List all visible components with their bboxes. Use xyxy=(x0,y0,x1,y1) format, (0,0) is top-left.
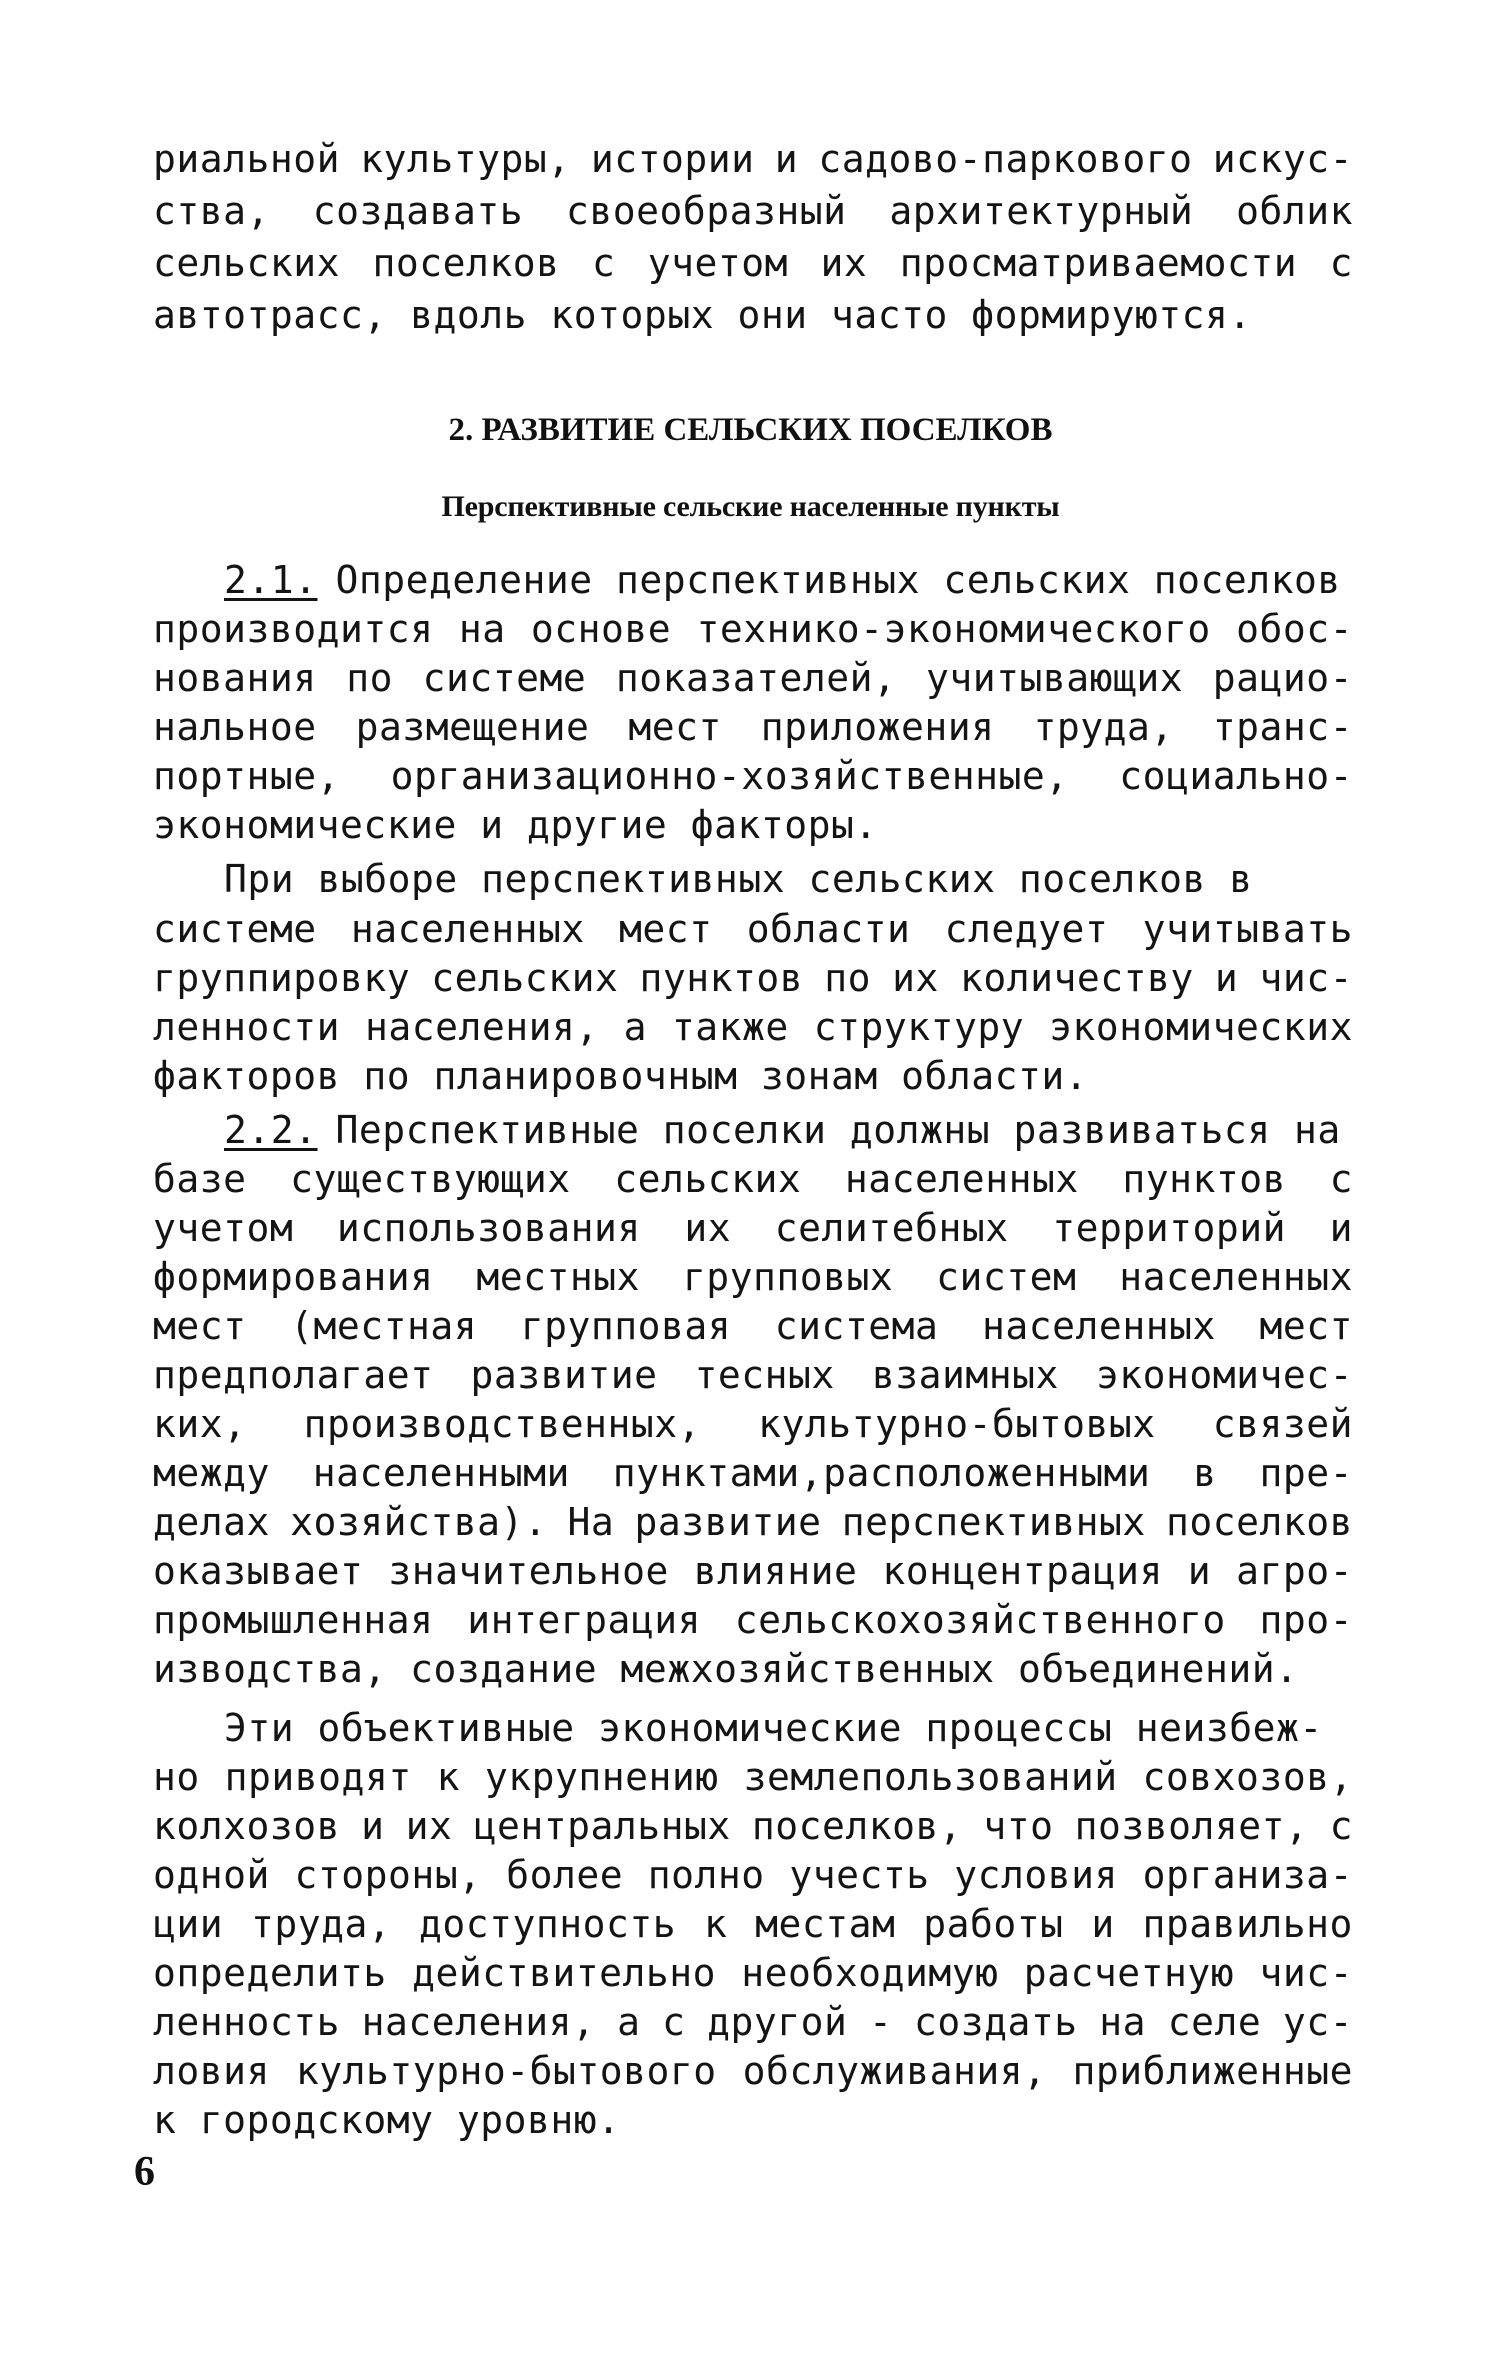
word: к xyxy=(703,1902,728,1946)
word: группировку xyxy=(153,956,411,1000)
word: и xyxy=(1187,1549,1212,1593)
word: между xyxy=(153,1451,270,1495)
word: использования xyxy=(336,1206,641,1250)
word: поселков xyxy=(1165,1500,1353,1544)
word: мест xyxy=(618,907,713,951)
word: приводят xyxy=(224,1755,412,1799)
word: чис- xyxy=(1259,1951,1353,1995)
word: перспективных xyxy=(841,1500,1146,1544)
text-line xyxy=(153,1401,1353,1447)
word: производится xyxy=(153,607,434,651)
word: более xyxy=(506,1853,624,1897)
word: поселков xyxy=(372,241,560,285)
word: пре- xyxy=(1259,1451,1353,1495)
word: населенных xyxy=(982,1304,1216,1348)
word: учитывающих xyxy=(925,656,1184,700)
text-line xyxy=(153,1950,1353,1996)
word: их xyxy=(820,241,868,285)
word: населения, xyxy=(361,2000,596,2044)
word: поселков, xyxy=(751,1804,963,1848)
word: труда, xyxy=(1033,705,1174,749)
word: и xyxy=(1214,956,1239,1000)
word: мест xyxy=(1259,1304,1353,1348)
word: просматриваемости xyxy=(899,241,1298,285)
word: стороны, xyxy=(294,1853,482,1897)
word: труда, xyxy=(250,1902,392,1946)
word: своеобразный xyxy=(565,189,847,233)
word: про- xyxy=(1259,1598,1353,1642)
word: рацио- xyxy=(1212,656,1353,700)
word: ленность xyxy=(153,2000,341,2044)
word: системе xyxy=(153,907,317,951)
word: чис- xyxy=(1259,956,1353,1000)
word: учитывать xyxy=(1142,907,1353,951)
word: организа- xyxy=(1142,1853,1353,1897)
word: области xyxy=(746,907,911,951)
text-line xyxy=(153,1004,1353,1050)
word: населенными xyxy=(312,1451,570,1495)
word: предполагает xyxy=(153,1353,434,1397)
word: групповых xyxy=(682,1255,894,1299)
word: их xyxy=(405,1804,453,1848)
word: но xyxy=(153,1755,200,1799)
word: производственных, xyxy=(303,1402,702,1446)
text-line xyxy=(153,1352,1353,1398)
word: архитектурный xyxy=(889,189,1194,233)
page-number: 6 xyxy=(134,2149,155,2195)
word: существующих xyxy=(290,1157,571,1201)
text-line: изводства, создание межхозяйственных объединений. xyxy=(153,1647,1299,1691)
text-line: Определение перспективных сельских поселков xyxy=(335,558,1341,602)
word: мест xyxy=(153,1304,247,1348)
text-line xyxy=(153,1597,1353,1643)
subsection-heading: Перспективные сельские населенные пункты xyxy=(441,490,1060,523)
word: их xyxy=(684,1206,732,1250)
word: а xyxy=(617,2000,641,2044)
word: приложения xyxy=(760,705,995,749)
word: концентрация xyxy=(882,1549,1163,1593)
word: социально- xyxy=(1119,754,1353,798)
word: обслуживания, xyxy=(742,2049,1047,2093)
word: показателей, xyxy=(615,656,897,700)
word: хозяйства). xyxy=(290,1500,548,1544)
word: землепользований xyxy=(743,1755,1118,1799)
word: действительно xyxy=(412,1951,716,1995)
paragraph-2-1-first-line xyxy=(224,557,1353,603)
text-line xyxy=(153,188,1353,234)
word: нальное xyxy=(153,705,317,749)
word: что xyxy=(983,1804,1054,1848)
word: следует xyxy=(944,907,1109,951)
word: на xyxy=(458,607,506,651)
text-line xyxy=(153,1852,1353,1898)
word: селе xyxy=(1167,2000,1262,2044)
word: взаимных xyxy=(871,1353,1059,1397)
text-line xyxy=(153,1156,1353,1202)
word: групповая xyxy=(520,1304,732,1348)
text-line: При выборе перспективных сельских поселков в xyxy=(224,857,1253,901)
word: систем xyxy=(936,1255,1077,1299)
text-line xyxy=(153,1303,1353,1349)
word: пунктами,расположенными xyxy=(612,1451,1151,1495)
text-line xyxy=(153,753,1353,799)
word: размещение xyxy=(355,705,590,749)
word: оказывает xyxy=(153,1549,364,1593)
word: работы xyxy=(923,1902,1064,1946)
word: развитие xyxy=(470,1353,658,1397)
text-line xyxy=(153,1450,1353,1496)
text-line: Перспективные поселки должны развиваться на xyxy=(335,1108,1341,1152)
word: влияние xyxy=(693,1549,858,1593)
word: и xyxy=(774,137,799,181)
word: определить xyxy=(153,1951,387,1995)
text-line xyxy=(153,1205,1353,1251)
text-line xyxy=(153,240,1353,286)
word: с xyxy=(591,241,616,285)
word: доступность xyxy=(419,1902,677,1946)
text-line xyxy=(153,2048,1353,2094)
word: и xyxy=(1091,1902,1115,1946)
word: одной xyxy=(153,1853,270,1897)
word: нования xyxy=(153,656,317,700)
word: на xyxy=(1099,2000,1147,2044)
word: сельскохозяйственного xyxy=(734,1598,1226,1642)
word: сельских xyxy=(431,956,619,1000)
word: облик xyxy=(1236,189,1353,233)
text-line: экономические и другие факторы. xyxy=(153,803,878,847)
word: системе xyxy=(422,656,587,700)
text-line xyxy=(153,136,1353,182)
word: с xyxy=(662,2000,686,2044)
word: и xyxy=(361,1804,385,1848)
text-line xyxy=(153,655,1353,701)
word: полно xyxy=(647,1853,765,1897)
word: местам xyxy=(755,1902,896,1946)
word: искус- xyxy=(1212,137,1353,181)
word: по xyxy=(824,956,871,1000)
text-line xyxy=(153,1499,1353,1545)
text-line xyxy=(153,1548,1353,1594)
text-line xyxy=(153,704,1353,750)
word: и xyxy=(1329,1206,1353,1250)
text-line xyxy=(153,1901,1353,1947)
word: учесть xyxy=(789,1853,930,1897)
word: основе xyxy=(530,607,672,651)
word: к xyxy=(436,1755,460,1799)
word: также xyxy=(671,1005,789,1049)
word: а xyxy=(623,1005,648,1049)
word: создать xyxy=(914,2000,1078,2044)
word: агро- xyxy=(1236,1549,1353,1593)
word: организационно-хозяйственные, xyxy=(390,754,1069,798)
paragraph-2-2-first-line xyxy=(224,1107,1353,1153)
word: транс- xyxy=(1212,705,1353,749)
word: укрупнению xyxy=(484,1755,719,1799)
text-line xyxy=(153,1254,1353,1300)
word: базе xyxy=(153,1157,247,1201)
word: промышленная xyxy=(153,1598,434,1642)
word: с xyxy=(1329,1804,1353,1848)
word: сельских xyxy=(153,241,341,285)
word: условия xyxy=(954,1853,1118,1897)
word: центральных xyxy=(473,1804,731,1848)
word: населенных xyxy=(350,907,585,951)
word: система xyxy=(774,1304,939,1348)
word: создавать xyxy=(312,189,524,233)
word: местных xyxy=(476,1255,641,1299)
word: экономичес- xyxy=(1095,1353,1353,1397)
text-line xyxy=(153,955,1353,1001)
word: ства, xyxy=(153,189,270,233)
word: связей xyxy=(1212,1402,1353,1446)
word: в xyxy=(1193,1451,1217,1495)
word: селитебных xyxy=(774,1206,1009,1250)
word: ленности xyxy=(153,1005,341,1049)
word: культуры, xyxy=(360,137,571,181)
word: культурно-бытовых xyxy=(758,1402,1156,1446)
word: (местная xyxy=(290,1304,478,1348)
word: ции xyxy=(153,1902,224,1946)
word: учетом xyxy=(647,241,789,285)
word: совхозов, xyxy=(1142,1755,1353,1799)
word: делах xyxy=(153,1500,270,1544)
text-line xyxy=(153,1754,1353,1800)
word: населенных xyxy=(844,1157,1079,1201)
word: технико-экономического xyxy=(696,607,1211,651)
text-line: Эти объективные экономические процессы неизбеж- xyxy=(224,1706,1323,1750)
word: риальной xyxy=(153,137,341,181)
word: структуру xyxy=(813,1005,1025,1049)
word: мест xyxy=(628,705,722,749)
word: их xyxy=(892,956,939,1000)
text-line xyxy=(153,906,1353,952)
word: интеграция xyxy=(467,1598,702,1642)
word: истории xyxy=(590,137,755,181)
word: населения, xyxy=(364,1005,599,1049)
word: позволяет, xyxy=(1074,1804,1309,1848)
word: пунктов xyxy=(639,956,804,1000)
word: - xyxy=(869,2000,893,2044)
word: обос- xyxy=(1236,607,1353,651)
word: другой xyxy=(707,2000,848,2044)
word: территорий xyxy=(1052,1206,1286,1250)
word: расчетную xyxy=(1023,1951,1235,1995)
word: с xyxy=(1329,241,1353,285)
text-line: автотрасс, вдоль которых они часто формируются. xyxy=(153,293,1252,337)
word: экономических xyxy=(1049,1005,1353,1049)
word: портные, xyxy=(153,754,341,798)
word: формирования xyxy=(153,1255,434,1299)
word: с xyxy=(1329,1157,1353,1201)
word: садово-паркового xyxy=(818,137,1193,181)
word: развитие xyxy=(634,1500,822,1544)
word: ловия xyxy=(153,2049,270,2093)
text-line xyxy=(153,1999,1353,2045)
word: населенных xyxy=(1119,1255,1353,1299)
text-line: факторов по планировочным зонам области. xyxy=(153,1054,1089,1098)
word: приближенные xyxy=(1072,2049,1353,2093)
text-line xyxy=(153,1803,1353,1849)
word: ких, xyxy=(153,1402,247,1446)
word: ус- xyxy=(1282,2000,1353,2044)
word: сельских xyxy=(614,1157,802,1201)
word: правильно xyxy=(1142,1902,1353,1946)
word: необходимую xyxy=(741,1951,999,1995)
word: На xyxy=(567,1500,615,1544)
word: значительное xyxy=(388,1549,669,1593)
paragraph-number: 2.1. xyxy=(224,558,318,602)
word: тесных xyxy=(694,1353,835,1397)
text-line: к городскому уровню. xyxy=(153,2098,621,2142)
word: культурно-бытового xyxy=(295,2049,717,2093)
word: по xyxy=(346,656,393,700)
word: пунктов xyxy=(1122,1157,1286,1201)
word: учетом xyxy=(153,1206,294,1250)
paragraph-number: 2.2. xyxy=(224,1108,318,1152)
word: количеству xyxy=(960,956,1194,1000)
section-heading: 2. РАЗВИТИЕ СЕЛЬСКИХ ПОСЕЛКОВ xyxy=(448,412,1053,448)
word: колхозов xyxy=(153,1804,341,1848)
text-line xyxy=(153,606,1353,652)
